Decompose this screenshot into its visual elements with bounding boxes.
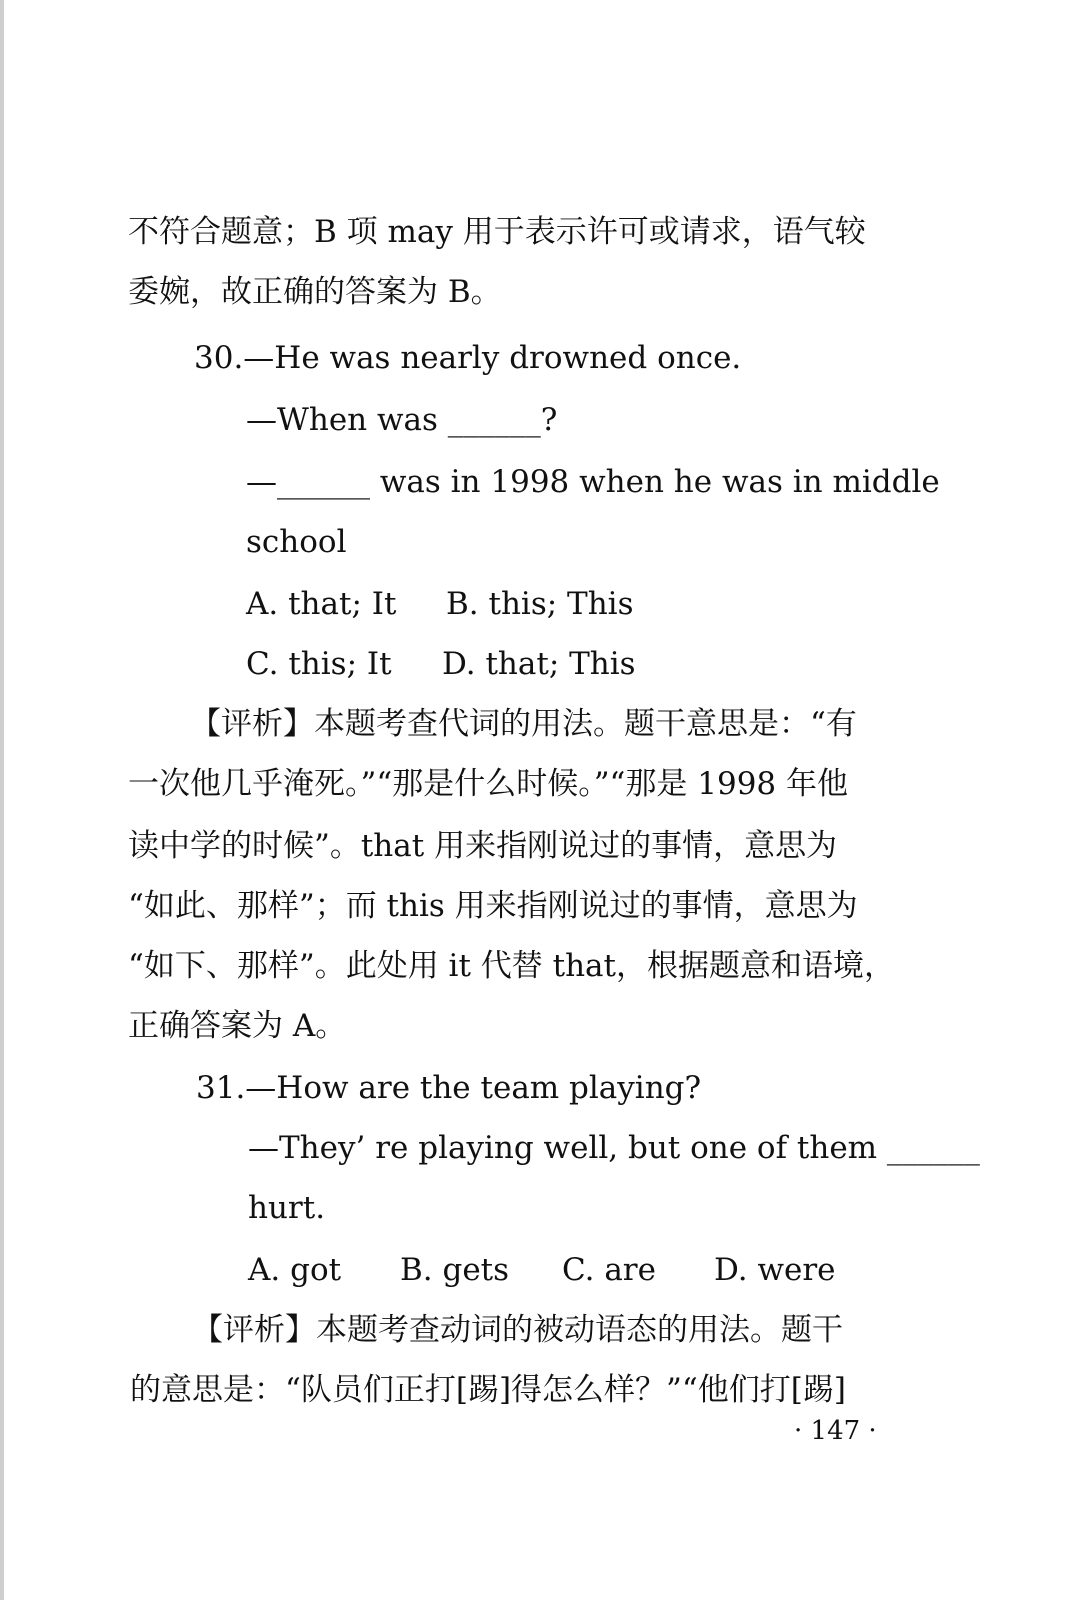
analysis-30: “如下、那样”。此处用 it 代替 that，根据题意和语境， [128, 948, 895, 984]
option-a: A. that; It [246, 586, 397, 622]
question-31-line: —They’ re playing well, but one of them ______ [248, 1130, 980, 1166]
question-30-line: —______ was in 1998 when he was in middle [246, 464, 940, 500]
text-line: 不符合题意；B 项 may 用于表示许可或请求，语气较 [128, 214, 866, 250]
analysis-31: 的意思是：“队员们正打[踢]得怎么样？”“他们打[踢] [130, 1372, 846, 1408]
option-d: D. were [714, 1252, 836, 1288]
text-line: 委婉，故正确的答案为 B。 [128, 274, 502, 310]
question-31-stem: 31.—How are the team playing? [196, 1070, 702, 1106]
analysis-30: 正确答案为 A。 [128, 1008, 347, 1044]
analysis-31: 【评析】本题考查动词的被动语态的用法。题干 [192, 1312, 843, 1348]
page-number: · 147 · [794, 1416, 877, 1446]
analysis-30: 读中学的时候”。that 用来指刚说过的事情，意思为 [128, 828, 838, 864]
question-31-line: hurt. [248, 1190, 326, 1226]
question-30-stem: 30.—He was nearly drowned once. [194, 340, 742, 376]
option-b: B. gets [400, 1252, 510, 1288]
analysis-30: 【评析】本题考查代词的用法。题干意思是：“有 [190, 706, 857, 742]
option-c: C. are [562, 1252, 656, 1288]
analysis-30: 一次他几乎淹死。”“那是什么时候。”“那是 1998 年他 [128, 766, 848, 802]
option-b: B. this; This [446, 586, 634, 622]
question-31-options-row [248, 1250, 1068, 1290]
question-30-options-row [246, 644, 1068, 684]
option-c: C. this; It [246, 646, 392, 682]
option-a: A. got [248, 1252, 342, 1288]
question-30-options-row [246, 584, 1068, 624]
analysis-30: “如此、那样”；而 this 用来指刚说过的事情，意思为 [128, 888, 858, 924]
option-d: D. that; This [442, 646, 636, 682]
question-30-line: school [246, 524, 347, 560]
question-30-line: —When was ______? [246, 402, 558, 438]
